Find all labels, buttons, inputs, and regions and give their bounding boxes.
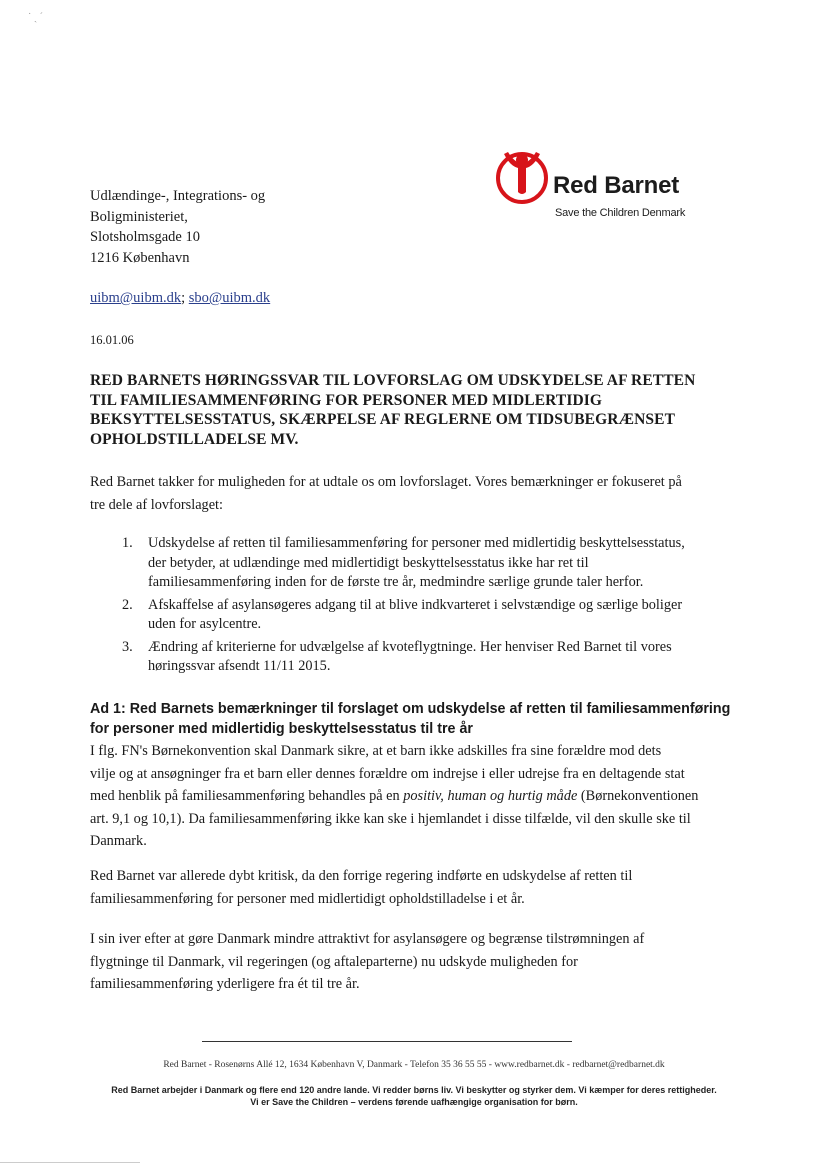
list-number: 3. [122, 638, 133, 655]
title-line: TIL FAMILIESAMMENFØRING FOR PERSONER MED MIDLERTIDIG [90, 391, 603, 409]
paragraph-line: flygtninge til Danmark, vil regeringen (og aftaleparterne) nu udskyde muligheden for [90, 953, 578, 970]
paragraph-text: (Børnekonventionen [577, 788, 699, 804]
logo-subtitle: Save the Children Denmark [555, 207, 686, 219]
tagline-line: Vi er Save the Children – verdens førende uafhængige organisation for børn. [250, 1097, 578, 1107]
email-link-uibm[interactable]: uibm@uibm.dk [90, 290, 182, 306]
list-line: Afskaffelse af asylansøgeres adgang til at blive indkvarteret i selvstændige og særlige boliger [148, 596, 683, 613]
list-item [122, 534, 742, 593]
paragraph-text: med henblik på familiesammenføring behandles på en [90, 788, 404, 804]
address-line: Udlændinge-, Integrations- og [90, 188, 266, 204]
list-line: familiesammenføring inden for de første tre år, medmindre særlige grunde taler herfor. [148, 574, 644, 590]
scan-edge-line [0, 1162, 140, 1163]
paragraph-line: familiesammenføring yderligere fra ét til tre år. [90, 976, 360, 992]
intro-line: tre dele af lovforslaget: [90, 497, 223, 513]
heading-line: Ad 1: Red Barnets bemærkninger til forslaget om udskydelse af retten til familiesammenføring [90, 701, 731, 717]
list-number: 1. [122, 535, 133, 551]
paragraph-line: Red Barnet var allerede dybt kritisk, da den forrige regering indførte en udskydelse af retten til [90, 868, 633, 884]
paragraph-line: vilje og at ansøgninger fra et barn eller dennes forældre om indrejse i eller udrejse fra en deltagende stat [90, 765, 685, 782]
title-line: RED BARNETS HØRINGSSVAR TIL LOVFORSLAG OM UDSKYDELSE AF RETTEN [90, 372, 696, 389]
address-line: Slotsholmsgade 10 [90, 229, 200, 245]
child-figure-icon [494, 146, 554, 206]
ad1-paragraph-1 [90, 740, 740, 853]
scan-artifact: ˙ ˎ ˊ [28, 12, 43, 23]
list-line: Ændring af kriterierne for udvælgelse af kvoteflygtninge. Her henviser Red Barnet til vores [148, 638, 672, 655]
paragraph-line [90, 785, 740, 808]
paragraph-line: I sin iver efter at gøre Danmark mindre attraktivt for asylansøgere og begrænse tilstrømningen af [90, 931, 645, 947]
paragraph-line: familiesammenføring for personer med midlertidigt opholdstilladelse i et år. [90, 890, 525, 907]
tagline-line: Red Barnet arbejder i Danmark og flere end 120 andre lande. Vi redder børns liv. Vi beskytter og styrker dem. Vi kæmper for deres rettigheder. [111, 1085, 717, 1095]
address-line: Boligministeriet, [90, 208, 188, 225]
title-line: OPHOLDSTILLADELSE MV. [90, 430, 299, 448]
email-link-sbo[interactable]: sbo@uibm.dk [188, 290, 271, 306]
list-number: 2. [122, 596, 133, 613]
red-barnet-logo [494, 146, 724, 226]
list-line: uden for asylcentre. [148, 616, 262, 632]
intro-line: Red Barnet takker for muligheden for at udtale os om lovforslaget. Vores bemærkninger er fokuseret på [90, 474, 682, 490]
list-item [122, 596, 742, 635]
ad1-paragraph-2 [90, 865, 740, 910]
document-title [90, 371, 750, 449]
section-heading-ad1 [90, 700, 730, 739]
footer-tagline [0, 1084, 828, 1108]
list-line: høringssvar afsendt 11/11 2015. [148, 658, 331, 674]
list-line: Udskydelse af retten til familiesammenføring for personer med midlertidig beskyttelsesstatus, [148, 535, 685, 551]
title-line: BEKSYTTELSESSTATUS, SKÆRPELSE AF REGLERNE OM TIDSUBEGRÆNSET [90, 411, 676, 428]
emphasis-text: positiv, human og hurtig måde [403, 788, 578, 804]
email-recipients [90, 290, 270, 307]
letter-date: 16.01.06 [90, 333, 134, 347]
footer-contact: Red Barnet - Rosenørns Allé 12, 1634 København V, Danmark - Telefon 35 36 55 55 - www.redbarnet.dk - redbarnet@redbarnet.dk [163, 1060, 665, 1070]
numbered-list [122, 534, 742, 680]
paragraph-line: art. 9,1 og 10,1). Da familiesammenføring ikke kan ske i hjemlandet i disse tilfælde, vil den skulle ske til [90, 810, 691, 827]
footer-divider [202, 1041, 572, 1042]
paragraph-line: Danmark. [90, 833, 147, 849]
list-line: der betyder, at udlændinge med midlertidigt beskyttelsesstatus ikke har ret til [148, 554, 589, 571]
logo-name: Red Barnet [553, 172, 680, 199]
email-separator: ; [181, 290, 186, 306]
heading-line: for personer med midlertidig beskyttelsesstatus til tre år [90, 720, 473, 737]
intro-paragraph [90, 471, 740, 517]
recipient-address [90, 186, 265, 268]
ad1-paragraph-3 [90, 928, 740, 996]
list-item [122, 638, 742, 677]
address-line: 1216 København [90, 249, 190, 266]
paragraph-line: I flg. FN's Børnekonvention skal Danmark sikre, at et barn ikke adskilles fra sine forældre mod dets [90, 743, 662, 759]
